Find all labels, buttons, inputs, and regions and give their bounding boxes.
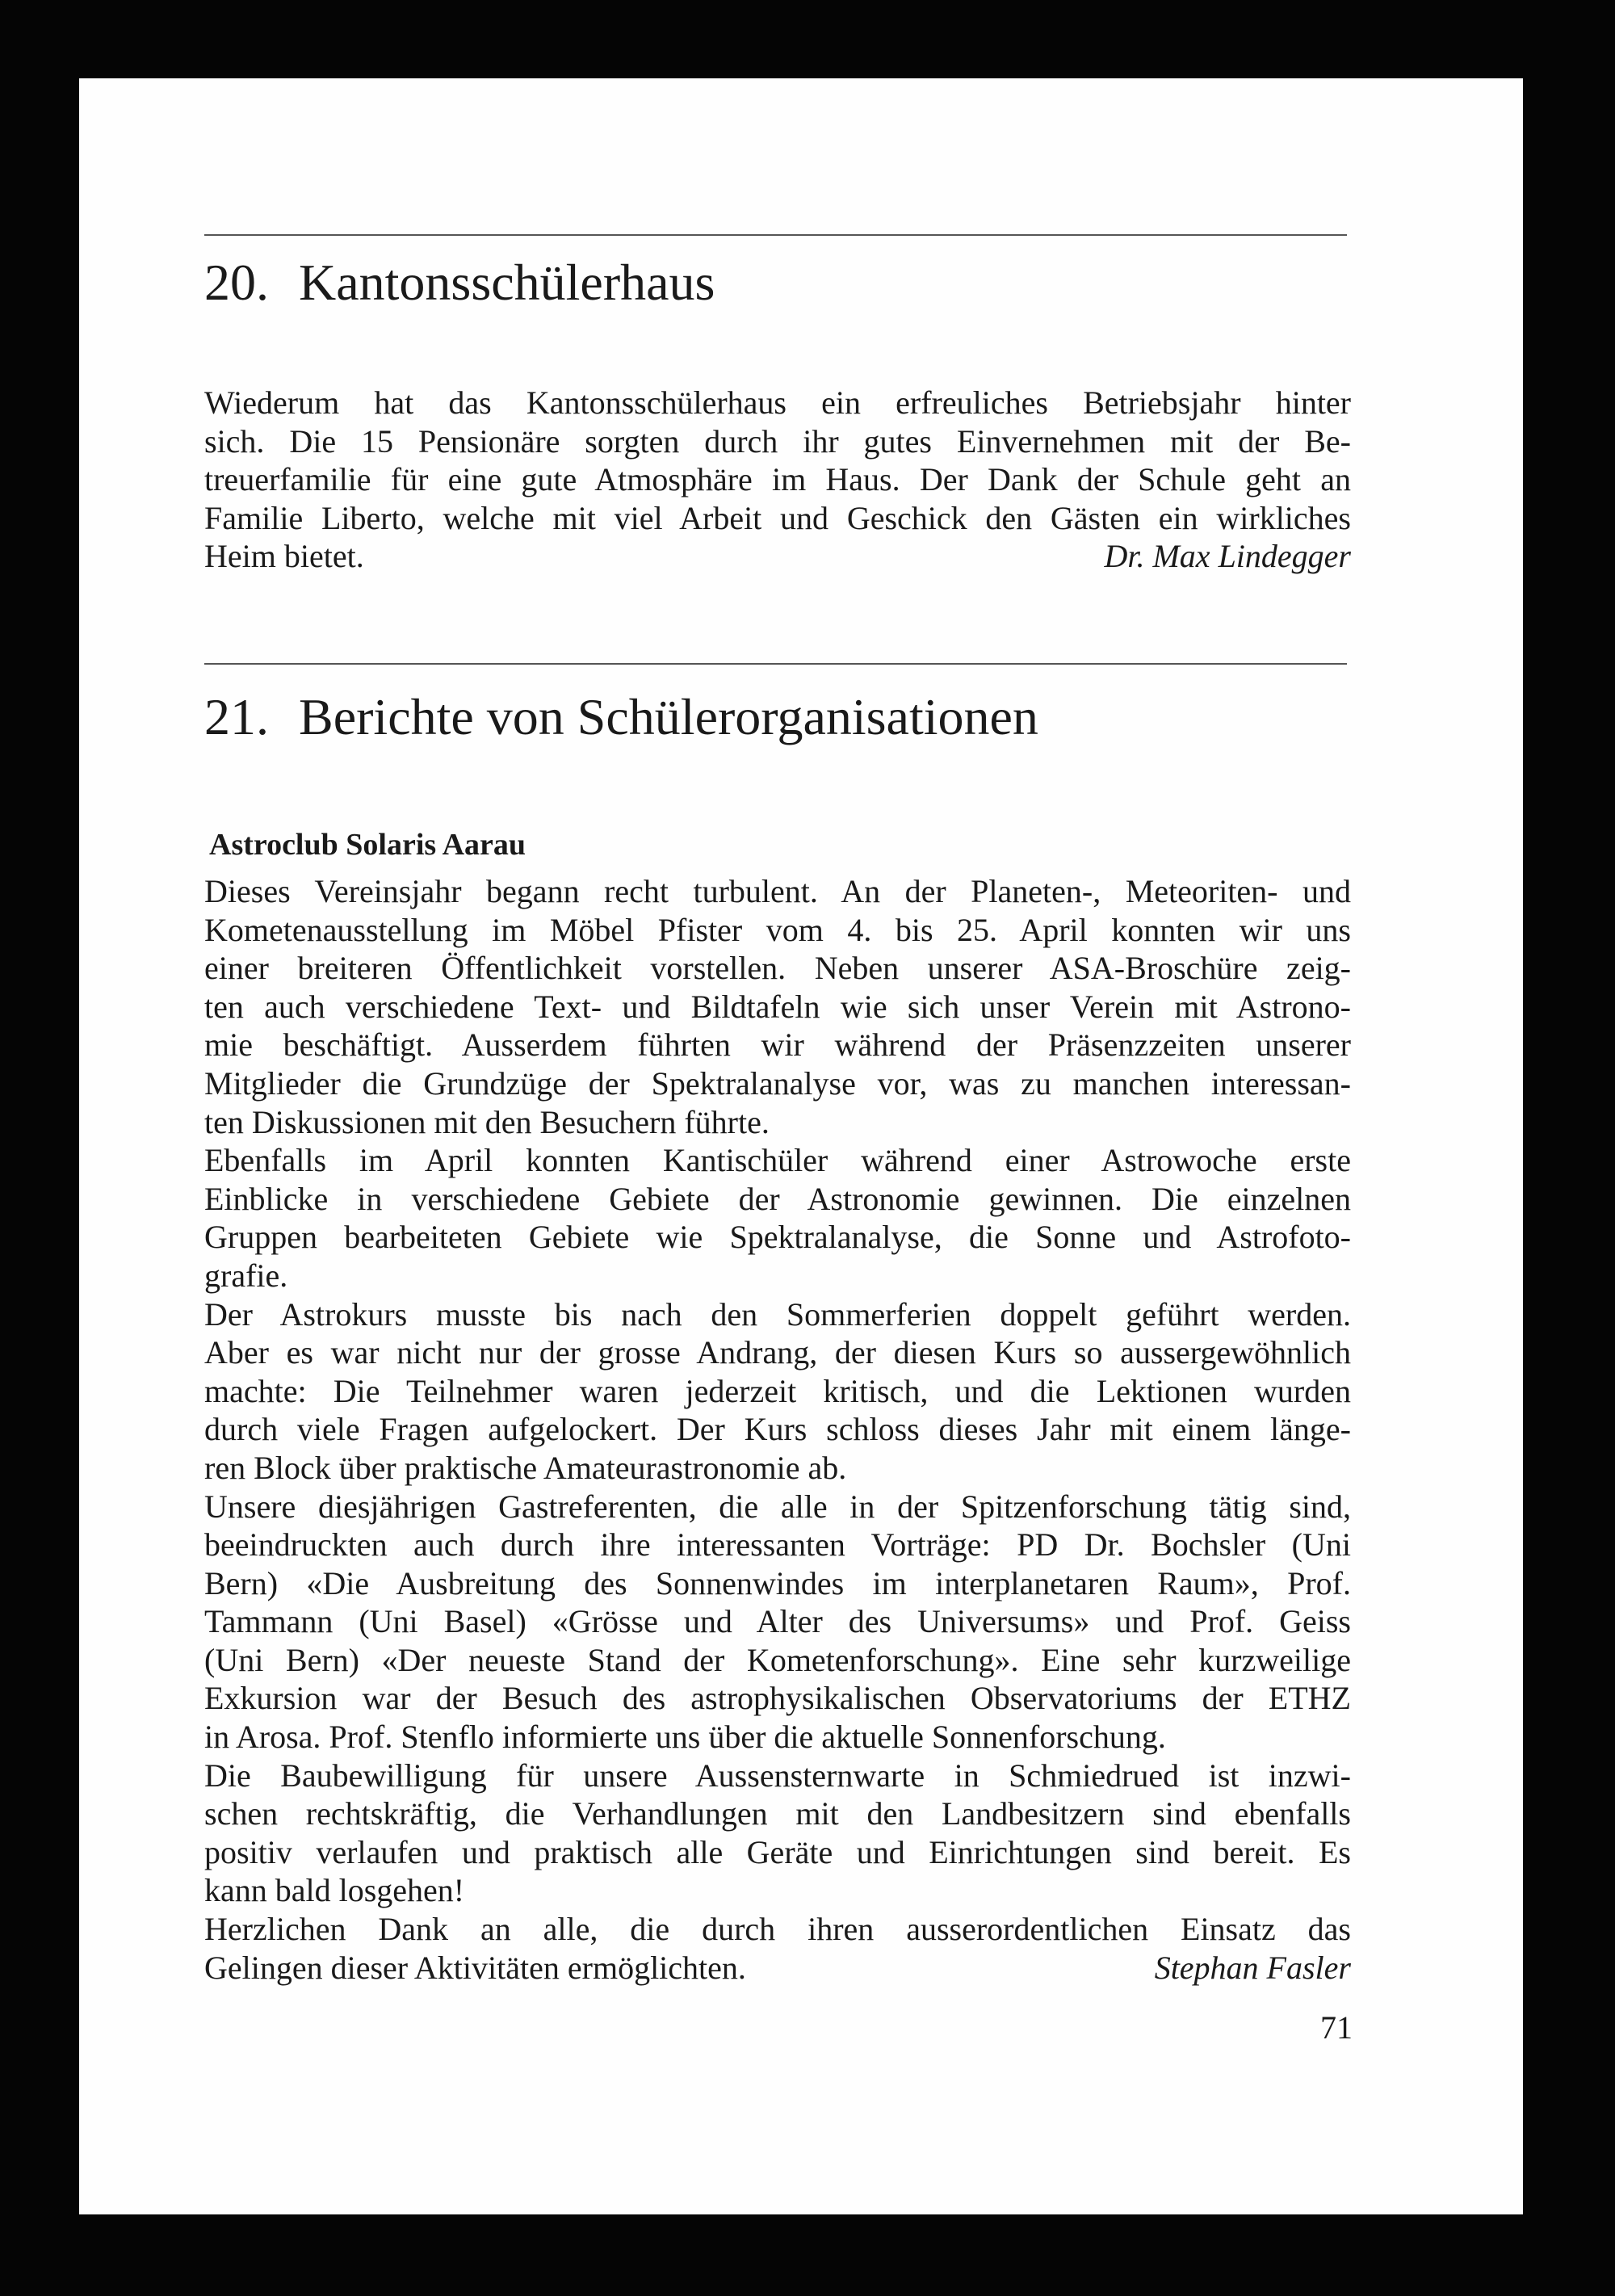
paragraph [204, 1910, 1351, 1987]
text-line: treuerfamilie für eine gute Atmosphäre im Haus. Der Dank der Schule geht an [204, 461, 1351, 498]
section-title: Berichte von Schülerorganisationen [299, 688, 1038, 745]
text-line: Die Baubewilligung für unsere Aussensternwarte in Schmiedrued ist inzwi- [204, 1757, 1351, 1794]
text-line: beeindruckten auch durch ihre interessanten Vorträge: PD Dr. Bochsler (Uni [204, 1526, 1351, 1564]
paragraph [204, 1141, 1351, 1295]
text-line-content: Heim bietet. [204, 538, 364, 575]
text-line: kann bald losgehen! [204, 1872, 465, 1909]
text-line: Dieses Vereinsjahr begann recht turbulent. An der Planeten-, Meteoriten- und [204, 873, 1351, 909]
subheading: Astroclub Solaris Aarau [209, 828, 526, 862]
text-line: ten auch verschiedene Text- und Bildtafeln wie sich unser Verein mit Astrono- [204, 988, 1351, 1025]
text-line: Unsere diesjährigen Gastreferenten, die alle in der Spitzenforschung tätig sind, [204, 1488, 1351, 1525]
text-line: grafie. [204, 1257, 288, 1294]
text-line: (Uni Bern) «Der neueste Stand der Kometenforschung». Eine sehr kurzweilige [204, 1641, 1351, 1678]
text-line: Exkursion war der Besuch des astrophysikalischen Observatoriums der ETHZ [204, 1680, 1351, 1717]
text-line [204, 537, 1351, 576]
text-line: Einblicke in verschiedene Gebiete der Astronomie gewinnen. Die einzelnen [204, 1180, 1351, 1217]
text-line: schen rechtskräftig, die Verhandlungen mit den Landbesitzern sind ebenfalls [204, 1795, 1351, 1832]
text-line: Wiederum hat das Kantonsschülerhaus ein erfreuliches Betriebsjahr hinter [204, 384, 1351, 421]
text-line: einer breiteren Öffentlichkeit vorstellen. Neben unserer ASA-Broschüre zeig- [204, 950, 1351, 987]
text-line: Bern) «Die Ausbreitung des Sonnenwindes im interplanetaren Raum», Prof. [204, 1564, 1351, 1601]
text-line: in Arosa. Prof. Stenflo informierte uns über die aktuelle Sonnenforschung. [204, 1719, 1166, 1756]
text-line: Kometenausstellung im Möbel Pfister vom 4. bis 25. April konnten wir uns [204, 911, 1351, 948]
paragraph [204, 1757, 1351, 1910]
text-line: mie beschäftigt. Ausserdem führten wir während der Präsenzzeiten unserer [204, 1026, 1351, 1064]
section-20-body [204, 384, 1351, 576]
paragraph [204, 1295, 1351, 1488]
section-20-heading [204, 250, 715, 315]
text-line: Tammann (Uni Basel) «Grösse und Alter des Universums» und Prof. Geiss [204, 1603, 1351, 1640]
text-line: Herzlichen Dank an alle, die durch ihren ausserordentlichen Einsatz das [204, 1911, 1351, 1948]
text-line [204, 1949, 1351, 1987]
paragraph [204, 1488, 1351, 1757]
text-line: durch viele Fragen aufgelockert. Der Kurs schloss dieses Jahr mit einem länge- [204, 1411, 1351, 1448]
text-line: Mitglieder die Grundzüge der Spektralanalyse vor, was zu manchen interessan- [204, 1064, 1351, 1102]
author-signature: Dr. Max Lindegger [1104, 538, 1351, 575]
text-line-content: Gelingen dieser Aktivitäten ermöglichten. [204, 1949, 746, 1986]
text-line: positiv verlaufen und praktisch alle Geräte und Einrichtungen sind bereit. Es [204, 1833, 1351, 1870]
text-line: sich. Die 15 Pensionäre sorgten durch ihr gutes Einvernehmen mit der Be- [204, 422, 1351, 460]
section-number: 20. [204, 254, 269, 311]
document-page [79, 78, 1523, 2214]
section-title: Kantonsschülerhaus [299, 254, 715, 311]
text-line: Ebenfalls im April konnten Kantischüler während einer Astrowoche erste [204, 1142, 1351, 1179]
text-line: Gruppen bearbeiteten Gebiete wie Spektralanalyse, die Sonne und Astrofoto- [204, 1219, 1351, 1256]
page-number: 71 [1320, 2009, 1353, 2046]
author-signature: Stephan Fasler [1154, 1949, 1351, 1986]
text-line: machte: Die Teilnehmer waren jederzeit kritisch, und die Lektionen wurden [204, 1372, 1351, 1409]
section-number: 21. [204, 688, 269, 745]
section-divider [204, 234, 1347, 236]
section-divider [204, 663, 1347, 665]
section-21-body [204, 872, 1351, 1987]
section-21-heading [204, 685, 1038, 749]
text-line: ren Block über praktische Amateurastronomie ab. [204, 1449, 847, 1486]
text-line: Aber es war nicht nur der grosse Andrang, der diesen Kurs so aussergewöhnlich [204, 1334, 1351, 1371]
text-line: Der Astrokurs musste bis nach den Sommerferien doppelt geführt werden. [204, 1295, 1351, 1333]
text-line: Familie Liberto, welche mit viel Arbeit und Geschick den Gästen ein wirkliches [204, 499, 1351, 536]
paragraph [204, 872, 1351, 1141]
text-line: ten Diskussionen mit den Besuchern führte. [204, 1103, 770, 1140]
paragraph [204, 384, 1351, 576]
